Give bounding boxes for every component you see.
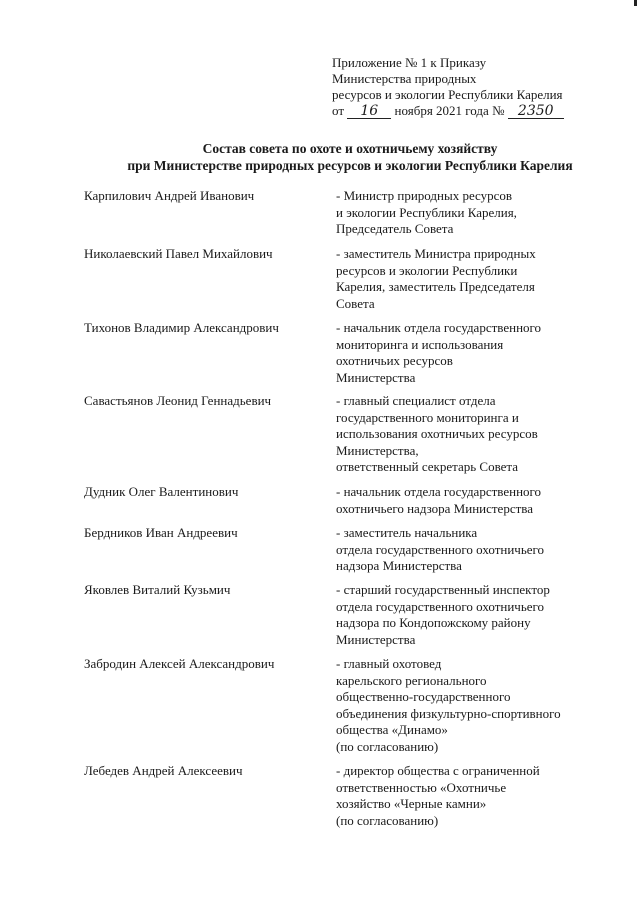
- appendix-date-line: [332, 103, 564, 119]
- member-name: Забродин Алексей Александрович: [84, 656, 275, 671]
- member-role: - начальник отдела государственного охотничьего надзора Министерства: [336, 484, 542, 516]
- member-name: Савастьянов Леонид Геннадьевич: [84, 393, 272, 408]
- member-role: - заместитель начальника отдела государственного охотничьего надзора Министерства: [336, 525, 545, 573]
- member-role: - Министр природных ресурсов и экологии Республики Карелия, Председатель Совета: [336, 188, 517, 236]
- member-role: - старший государственный инспектор отдела государственного охотничьего надзора по Кондопожскому району Министерства: [336, 582, 550, 647]
- member-name: Бердников Иван Андреевич: [84, 525, 238, 540]
- member-name: Лебедев Андрей Алексеевич: [84, 763, 243, 778]
- order-number-handwritten: 2350: [508, 104, 564, 119]
- appendix-from-label: от: [332, 103, 345, 118]
- appendix-month-year: ноября 2021 года №: [394, 103, 505, 118]
- title-line-2: при Министерстве природных ресурсов и экологии Республики Карелия: [127, 158, 573, 173]
- member-name: Яковлев Виталий Кузьмич: [84, 582, 231, 597]
- member-name: Николаевский Павел Михайлович: [84, 246, 273, 261]
- document-title: [60, 140, 640, 174]
- appendix-header: [332, 55, 564, 119]
- member-role: - начальник отдела государственного мониторинга и использования охотничьих ресурсов Министерства: [336, 320, 542, 385]
- appendix-line-1: Приложение № 1 к Приказу: [332, 55, 487, 70]
- appendix-line-3: ресурсов и экологии Республики Карелия: [332, 87, 563, 102]
- member-role: - главный специалист отдела государственного мониторинга и использования охотничьих ресурсов Министерства, ответственный секретарь Совета: [336, 393, 538, 474]
- member-name: Тихонов Владимир Александрович: [84, 320, 279, 335]
- member-role: - главный охотовед карельского регионального общественно-государственного объединения физкультурно-спортивного общества «Динамо» (по согласованию): [336, 656, 561, 754]
- scan-corner-mark: [634, 0, 637, 6]
- member-role: - директор общества с ограниченной ответственностью «Охотничье хозяйство «Черные камни» (по согласованию): [336, 763, 540, 828]
- appendix-line-2: Министерства природных: [332, 71, 477, 86]
- title-line-1: Состав совета по охоте и охотничьему хозяйству: [202, 141, 498, 156]
- member-name: Карпилович Андрей Иванович: [84, 188, 255, 203]
- member-role: - заместитель Министра природных ресурсов и экологии Республики Карелия, заместитель Председателя Совета: [336, 246, 536, 311]
- member-name: Дудник Олег Валентинович: [84, 484, 239, 499]
- order-day-handwritten: 16: [347, 104, 391, 119]
